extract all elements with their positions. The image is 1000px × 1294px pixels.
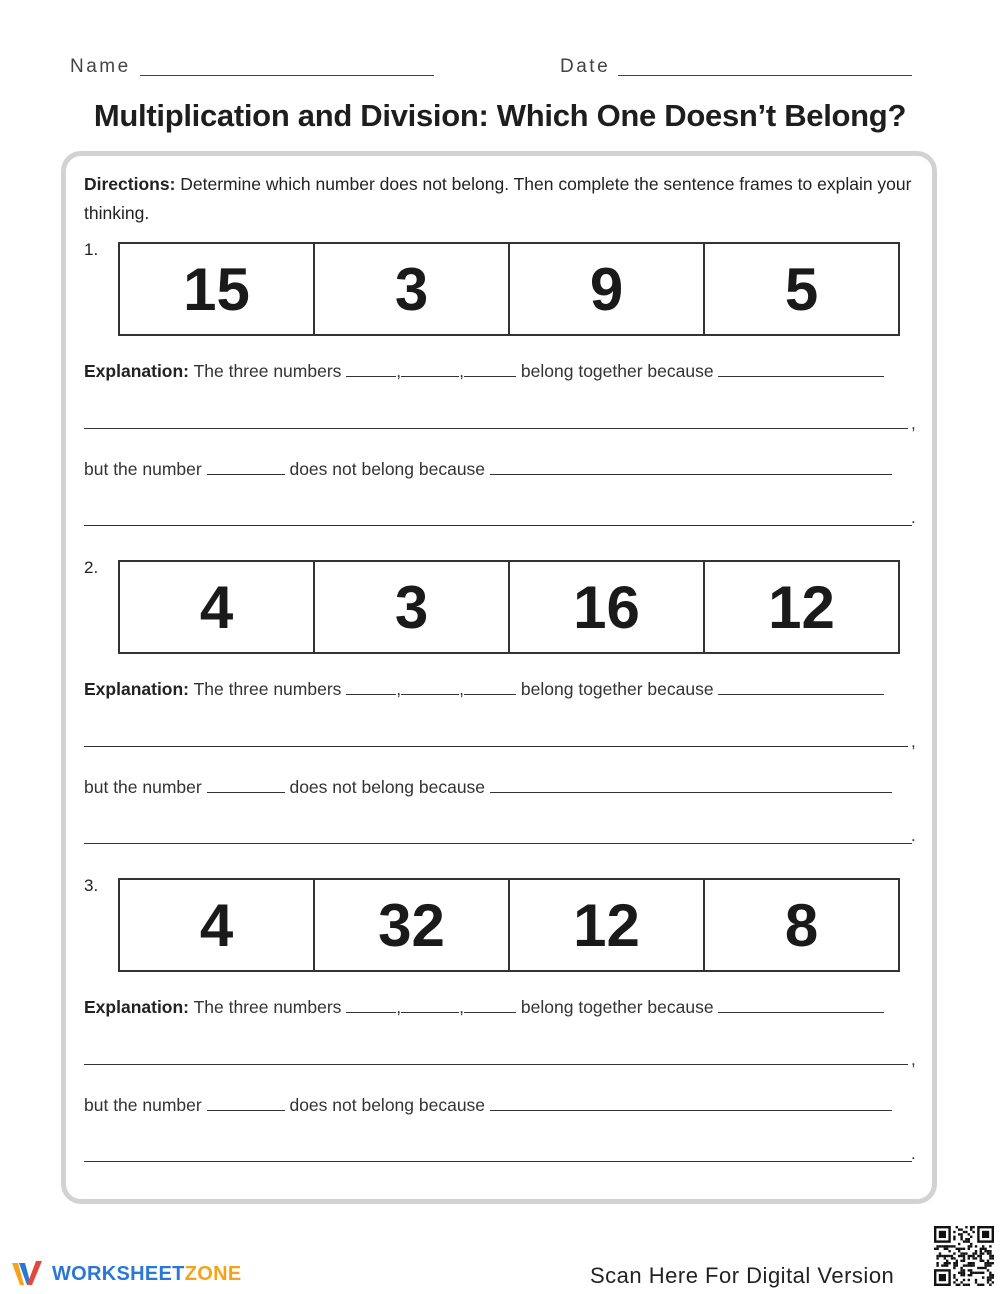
number-cell[interactable]: 3	[313, 562, 508, 652]
explanation-label: Explanation:	[84, 679, 190, 699]
not-belong-text: does not belong because	[289, 459, 486, 479]
answer-blank[interactable]	[464, 995, 516, 1013]
belong-together-text: belong together because	[520, 679, 714, 699]
question-number: 1.	[84, 240, 99, 259]
number-cell[interactable]: 4	[199, 891, 234, 959]
not-belong-line	[84, 775, 914, 799]
but-number-text: but the number	[84, 777, 202, 797]
belong-together-text: belong together because	[520, 997, 714, 1017]
directions-text: Determine which number does not belong. Then complete the sentence frames to explain your thinking.	[84, 174, 912, 223]
not-belong-line	[84, 457, 914, 481]
odd-number-blank[interactable]	[207, 775, 285, 793]
number-cell[interactable]: 9	[508, 244, 703, 334]
directions-label: Directions:	[84, 174, 176, 194]
reason-line[interactable]	[84, 1161, 912, 1162]
belong-together-text: belong together because	[520, 361, 714, 381]
odd-number-blank[interactable]	[207, 457, 285, 475]
number-cell[interactable]: 3	[313, 244, 508, 334]
explanation-label: Explanation:	[84, 997, 190, 1017]
number-cell[interactable]: 12	[508, 880, 703, 970]
number-cell[interactable]: 12	[703, 562, 898, 652]
period-mark: .	[911, 1144, 916, 1163]
three-numbers-text: The three numbers	[193, 361, 342, 381]
name-field[interactable]	[140, 75, 434, 76]
reason-line[interactable]	[84, 1064, 908, 1065]
directions	[84, 170, 924, 228]
number-row	[118, 560, 900, 654]
reason-blank[interactable]	[718, 995, 884, 1013]
reason-line[interactable]	[84, 428, 908, 429]
answer-blank[interactable]	[464, 359, 516, 377]
reason-line[interactable]	[84, 843, 912, 844]
answer-blank[interactable]	[346, 359, 396, 377]
header-row	[70, 56, 930, 80]
question-number: 2.	[84, 558, 99, 577]
number-row	[118, 242, 900, 336]
number-cell[interactable]: 32	[313, 880, 508, 970]
but-number-text: but the number	[84, 1095, 202, 1115]
explanation-line: Explanation: The three numbers , , belong together because	[84, 677, 914, 701]
reason-line[interactable]	[84, 525, 912, 526]
reason-blank[interactable]	[490, 775, 892, 793]
period-mark: .	[911, 826, 916, 845]
number-cell[interactable]: 16	[508, 562, 703, 652]
comma-mark: ,	[911, 414, 916, 433]
period-mark: .	[911, 508, 916, 527]
scan-text: Scan Here For Digital Version	[590, 1263, 895, 1288]
qr-code-icon[interactable]	[934, 1226, 994, 1286]
comma-mark: ,	[911, 732, 916, 751]
odd-number-blank[interactable]	[207, 1093, 285, 1111]
date-label: Date	[560, 56, 611, 77]
number-cell[interactable]: 4	[199, 573, 234, 641]
not-belong-line	[84, 1093, 914, 1117]
explanation-label: Explanation:	[84, 361, 190, 381]
reason-blank[interactable]	[490, 457, 892, 475]
page-title: Multiplication and Division: Which One Doesn’t Belong?	[93, 98, 907, 133]
brand-name: WORKSHEETZONE	[52, 1262, 242, 1285]
number-cell[interactable]: 8	[703, 880, 898, 970]
worksheetzone-logo-icon	[10, 1259, 46, 1289]
three-numbers-text: The three numbers	[193, 997, 342, 1017]
answer-blank[interactable]	[346, 995, 396, 1013]
answer-blank[interactable]	[401, 359, 459, 377]
explanation-line: Explanation: The three numbers , , belong together because	[84, 995, 914, 1019]
explanation-line: Explanation: The three numbers , , belong together because	[84, 359, 914, 383]
number-cell[interactable]: 5	[703, 244, 898, 334]
comma-mark: ,	[911, 1050, 916, 1069]
question-number: 3.	[84, 876, 99, 895]
number-row	[118, 878, 900, 972]
answer-blank[interactable]	[401, 995, 459, 1013]
reason-line[interactable]	[84, 746, 908, 747]
but-number-text: but the number	[84, 459, 202, 479]
reason-blank[interactable]	[718, 359, 884, 377]
reason-blank[interactable]	[718, 677, 884, 695]
answer-blank[interactable]	[401, 677, 459, 695]
three-numbers-text: The three numbers	[193, 679, 342, 699]
date-field[interactable]	[618, 75, 912, 76]
not-belong-text: does not belong because	[289, 777, 486, 797]
number-cell[interactable]: 15	[183, 255, 250, 323]
brand-logo[interactable]	[10, 1258, 241, 1290]
reason-blank[interactable]	[490, 1093, 892, 1111]
name-label: Name	[70, 56, 131, 77]
answer-blank[interactable]	[346, 677, 396, 695]
answer-blank[interactable]	[464, 677, 516, 695]
not-belong-text: does not belong because	[289, 1095, 486, 1115]
